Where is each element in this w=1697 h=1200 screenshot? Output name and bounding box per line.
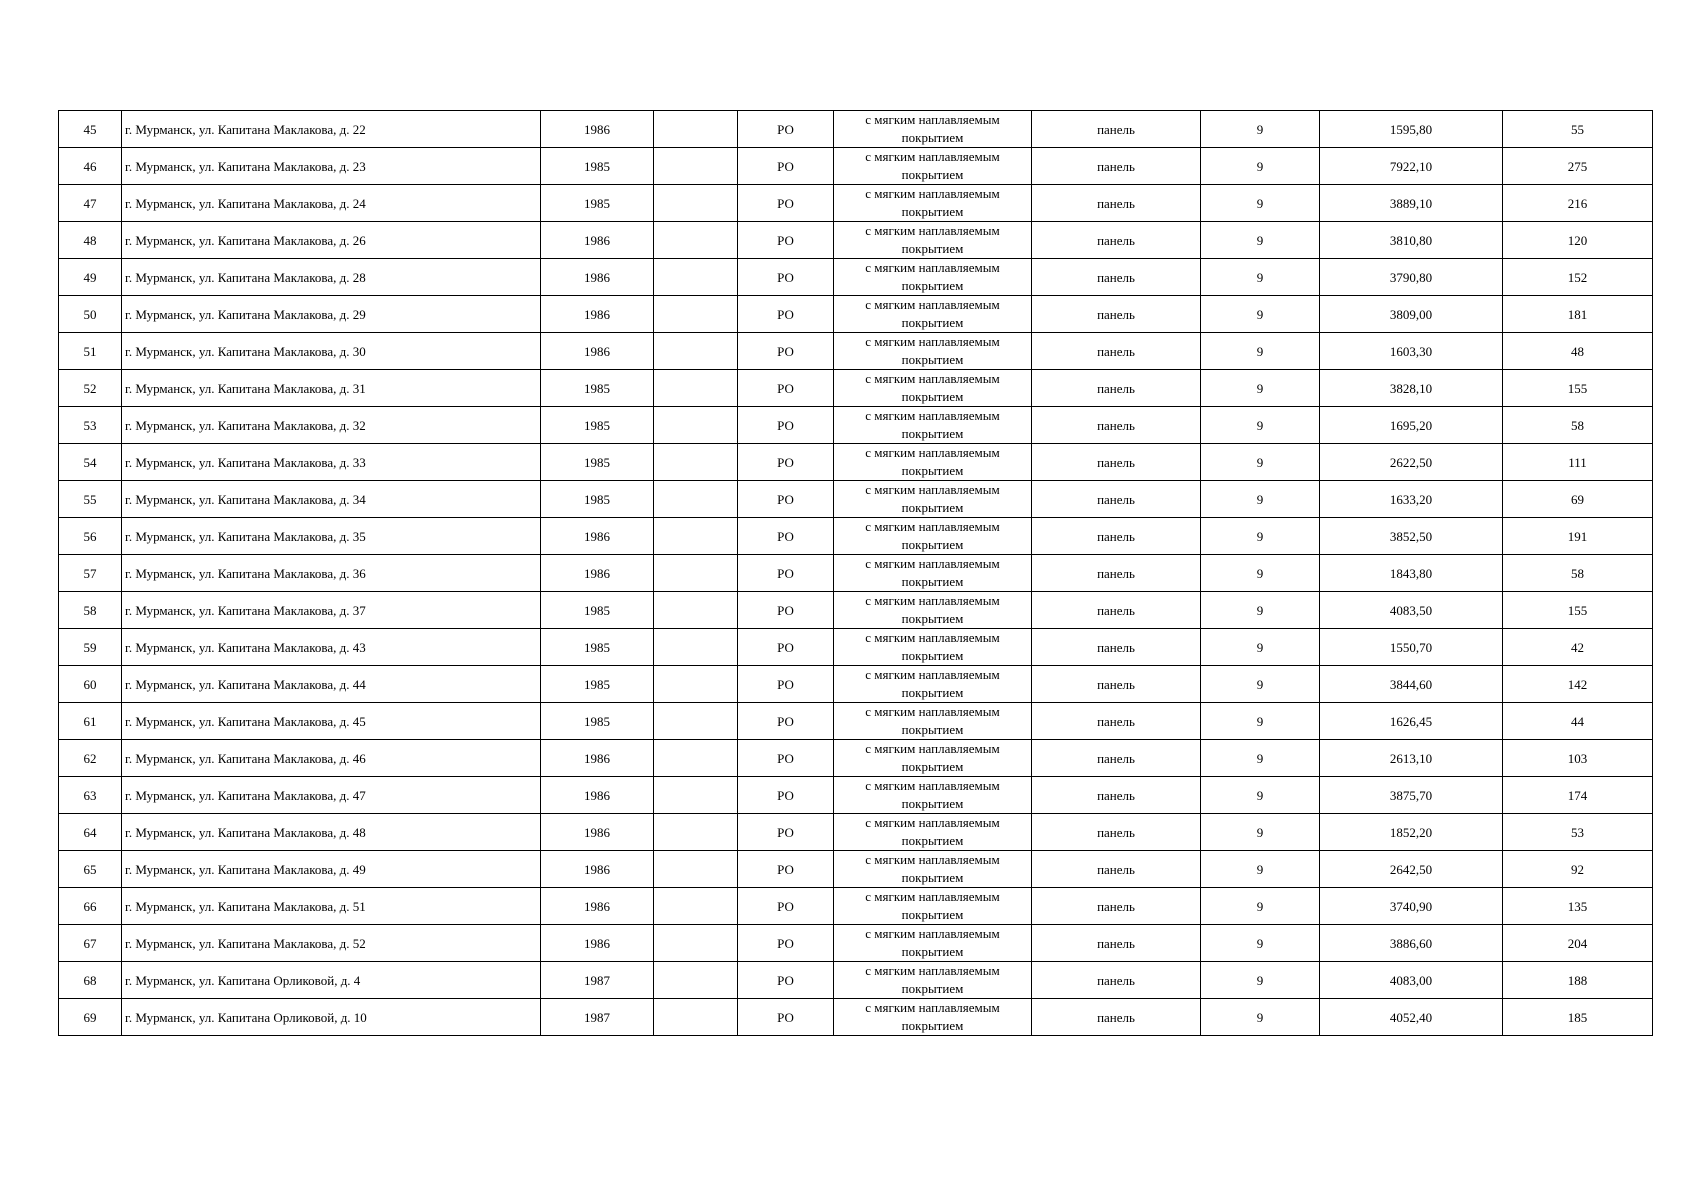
cell-apartments: 53 (1503, 814, 1653, 851)
table-row (59, 111, 1653, 148)
cell-empty (654, 814, 738, 851)
cell-apartments: 111 (1503, 444, 1653, 481)
cell-empty (654, 407, 738, 444)
cell-area: 2613,10 (1320, 740, 1503, 777)
cell-apartments: 142 (1503, 666, 1653, 703)
cell-row-number: 45 (59, 111, 122, 148)
cell-floors: 9 (1201, 259, 1320, 296)
cell-year-built: 1985 (541, 592, 654, 629)
cell-address: г. Мурманск, ул. Капитана Маклакова, д. 29 (122, 296, 541, 333)
cell-type: РО (738, 148, 834, 185)
table-row (59, 555, 1653, 592)
table-row (59, 888, 1653, 925)
cell-address: г. Мурманск, ул. Капитана Орликовой, д. 10 (122, 999, 541, 1036)
cell-type: РО (738, 962, 834, 999)
cell-roof-type: с мягким наплавляемым покрытием (834, 851, 1032, 888)
cell-floors: 9 (1201, 481, 1320, 518)
cell-area: 1852,20 (1320, 814, 1503, 851)
cell-row-number: 54 (59, 444, 122, 481)
cell-apartments: 42 (1503, 629, 1653, 666)
table-row (59, 703, 1653, 740)
cell-roof-type: с мягким наплавляемым покрытием (834, 740, 1032, 777)
cell-floors: 9 (1201, 814, 1320, 851)
cell-floors: 9 (1201, 148, 1320, 185)
cell-type: РО (738, 777, 834, 814)
cell-row-number: 62 (59, 740, 122, 777)
cell-area: 4083,00 (1320, 962, 1503, 999)
cell-floors: 9 (1201, 370, 1320, 407)
cell-wall-material: панель (1032, 629, 1201, 666)
cell-empty (654, 444, 738, 481)
cell-year-built: 1987 (541, 999, 654, 1036)
cell-address: г. Мурманск, ул. Капитана Маклакова, д. 52 (122, 925, 541, 962)
cell-empty (654, 851, 738, 888)
cell-area: 3844,60 (1320, 666, 1503, 703)
cell-row-number: 51 (59, 333, 122, 370)
cell-address: г. Мурманск, ул. Капитана Маклакова, д. 37 (122, 592, 541, 629)
cell-year-built: 1985 (541, 703, 654, 740)
cell-empty (654, 370, 738, 407)
cell-empty (654, 222, 738, 259)
table-row (59, 962, 1653, 999)
cell-wall-material: панель (1032, 962, 1201, 999)
table-row (59, 296, 1653, 333)
cell-address: г. Мурманск, ул. Капитана Маклакова, д. 24 (122, 185, 541, 222)
cell-year-built: 1986 (541, 222, 654, 259)
cell-floors: 9 (1201, 296, 1320, 333)
cell-area: 1603,30 (1320, 333, 1503, 370)
table-row (59, 481, 1653, 518)
cell-empty (654, 925, 738, 962)
cell-roof-type: с мягким наплавляемым покрытием (834, 888, 1032, 925)
cell-roof-type: с мягким наплавляемым покрытием (834, 999, 1032, 1036)
cell-floors: 9 (1201, 407, 1320, 444)
cell-address: г. Мурманск, ул. Капитана Орликовой, д. 4 (122, 962, 541, 999)
cell-floors: 9 (1201, 555, 1320, 592)
cell-empty (654, 666, 738, 703)
table-row (59, 370, 1653, 407)
cell-apartments: 55 (1503, 111, 1653, 148)
table-row (59, 592, 1653, 629)
table-row (59, 333, 1653, 370)
cell-apartments: 216 (1503, 185, 1653, 222)
cell-apartments: 181 (1503, 296, 1653, 333)
cell-type: РО (738, 814, 834, 851)
cell-area: 4083,50 (1320, 592, 1503, 629)
cell-empty (654, 185, 738, 222)
cell-apartments: 58 (1503, 555, 1653, 592)
cell-empty (654, 148, 738, 185)
cell-roof-type: с мягким наплавляемым покрытием (834, 666, 1032, 703)
cell-wall-material: панель (1032, 592, 1201, 629)
cell-type: РО (738, 444, 834, 481)
cell-type: РО (738, 518, 834, 555)
cell-row-number: 58 (59, 592, 122, 629)
cell-year-built: 1986 (541, 851, 654, 888)
cell-type: РО (738, 222, 834, 259)
cell-wall-material: панель (1032, 925, 1201, 962)
cell-year-built: 1985 (541, 370, 654, 407)
cell-area: 3790,80 (1320, 259, 1503, 296)
cell-year-built: 1986 (541, 888, 654, 925)
table-row (59, 222, 1653, 259)
cell-type: РО (738, 740, 834, 777)
cell-address: г. Мурманск, ул. Капитана Маклакова, д. 49 (122, 851, 541, 888)
cell-type: РО (738, 555, 834, 592)
table-row (59, 629, 1653, 666)
cell-roof-type: с мягким наплавляемым покрытием (834, 185, 1032, 222)
cell-roof-type: с мягким наплавляемым покрытием (834, 592, 1032, 629)
cell-empty (654, 888, 738, 925)
cell-empty (654, 481, 738, 518)
cell-wall-material: панель (1032, 481, 1201, 518)
cell-row-number: 61 (59, 703, 122, 740)
cell-wall-material: панель (1032, 296, 1201, 333)
cell-type: РО (738, 481, 834, 518)
cell-type: РО (738, 999, 834, 1036)
cell-row-number: 56 (59, 518, 122, 555)
cell-floors: 9 (1201, 666, 1320, 703)
cell-floors: 9 (1201, 962, 1320, 999)
cell-address: г. Мурманск, ул. Капитана Маклакова, д. 45 (122, 703, 541, 740)
cell-row-number: 49 (59, 259, 122, 296)
cell-area: 2642,50 (1320, 851, 1503, 888)
cell-roof-type: с мягким наплавляемым покрытием (834, 444, 1032, 481)
cell-floors: 9 (1201, 777, 1320, 814)
cell-type: РО (738, 333, 834, 370)
cell-type: РО (738, 185, 834, 222)
cell-apartments: 103 (1503, 740, 1653, 777)
cell-area: 3875,70 (1320, 777, 1503, 814)
cell-row-number: 50 (59, 296, 122, 333)
cell-empty (654, 111, 738, 148)
cell-wall-material: панель (1032, 777, 1201, 814)
cell-floors: 9 (1201, 925, 1320, 962)
cell-year-built: 1986 (541, 814, 654, 851)
cell-empty (654, 962, 738, 999)
cell-wall-material: панель (1032, 259, 1201, 296)
cell-type: РО (738, 592, 834, 629)
cell-year-built: 1986 (541, 111, 654, 148)
cell-type: РО (738, 925, 834, 962)
cell-apartments: 155 (1503, 370, 1653, 407)
cell-floors: 9 (1201, 518, 1320, 555)
cell-wall-material: панель (1032, 333, 1201, 370)
cell-empty (654, 703, 738, 740)
cell-roof-type: с мягким наплавляемым покрытием (834, 481, 1032, 518)
cell-address: г. Мурманск, ул. Капитана Маклакова, д. 28 (122, 259, 541, 296)
cell-wall-material: панель (1032, 740, 1201, 777)
cell-roof-type: с мягким наплавляемым покрытием (834, 777, 1032, 814)
cell-wall-material: панель (1032, 185, 1201, 222)
cell-row-number: 57 (59, 555, 122, 592)
cell-type: РО (738, 851, 834, 888)
cell-wall-material: панель (1032, 888, 1201, 925)
cell-apartments: 135 (1503, 888, 1653, 925)
cell-year-built: 1986 (541, 777, 654, 814)
table-row (59, 185, 1653, 222)
cell-year-built: 1985 (541, 666, 654, 703)
cell-empty (654, 333, 738, 370)
table-row (59, 666, 1653, 703)
cell-floors: 9 (1201, 185, 1320, 222)
cell-row-number: 46 (59, 148, 122, 185)
table-row (59, 777, 1653, 814)
cell-address: г. Мурманск, ул. Капитана Маклакова, д. 35 (122, 518, 541, 555)
cell-area: 3886,60 (1320, 925, 1503, 962)
cell-wall-material: панель (1032, 851, 1201, 888)
cell-wall-material: панель (1032, 555, 1201, 592)
cell-roof-type: с мягким наплавляемым покрытием (834, 814, 1032, 851)
cell-roof-type: с мягким наплавляемым покрытием (834, 703, 1032, 740)
cell-wall-material: панель (1032, 518, 1201, 555)
cell-type: РО (738, 407, 834, 444)
cell-type: РО (738, 703, 834, 740)
cell-empty (654, 518, 738, 555)
cell-row-number: 67 (59, 925, 122, 962)
cell-address: г. Мурманск, ул. Капитана Маклакова, д. 23 (122, 148, 541, 185)
cell-apartments: 48 (1503, 333, 1653, 370)
cell-floors: 9 (1201, 629, 1320, 666)
cell-apartments: 188 (1503, 962, 1653, 999)
table-row (59, 851, 1653, 888)
cell-floors: 9 (1201, 444, 1320, 481)
cell-area: 2622,50 (1320, 444, 1503, 481)
cell-type: РО (738, 629, 834, 666)
cell-year-built: 1986 (541, 740, 654, 777)
cell-empty (654, 999, 738, 1036)
cell-address: г. Мурманск, ул. Капитана Маклакова, д. 26 (122, 222, 541, 259)
table-row (59, 814, 1653, 851)
cell-wall-material: панель (1032, 370, 1201, 407)
cell-apartments: 275 (1503, 148, 1653, 185)
table-row (59, 518, 1653, 555)
cell-row-number: 66 (59, 888, 122, 925)
cell-area: 3889,10 (1320, 185, 1503, 222)
cell-address: г. Мурманск, ул. Капитана Маклакова, д. 44 (122, 666, 541, 703)
cell-area: 1595,80 (1320, 111, 1503, 148)
cell-year-built: 1985 (541, 185, 654, 222)
cell-apartments: 185 (1503, 999, 1653, 1036)
cell-type: РО (738, 888, 834, 925)
cell-roof-type: с мягким наплавляемым покрытием (834, 259, 1032, 296)
cell-wall-material: панель (1032, 999, 1201, 1036)
cell-row-number: 53 (59, 407, 122, 444)
cell-roof-type: с мягким наплавляемым покрытием (834, 925, 1032, 962)
cell-address: г. Мурманск, ул. Капитана Маклакова, д. 47 (122, 777, 541, 814)
table-row (59, 999, 1653, 1036)
cell-year-built: 1985 (541, 407, 654, 444)
cell-area: 3828,10 (1320, 370, 1503, 407)
cell-year-built: 1987 (541, 962, 654, 999)
cell-roof-type: с мягким наплавляемым покрытием (834, 222, 1032, 259)
cell-row-number: 48 (59, 222, 122, 259)
cell-empty (654, 555, 738, 592)
cell-empty (654, 592, 738, 629)
cell-address: г. Мурманск, ул. Капитана Маклакова, д. 51 (122, 888, 541, 925)
cell-roof-type: с мягким наплавляемым покрытием (834, 629, 1032, 666)
cell-roof-type: с мягким наплавляемым покрытием (834, 296, 1032, 333)
cell-address: г. Мурманск, ул. Капитана Маклакова, д. 32 (122, 407, 541, 444)
cell-address: г. Мурманск, ул. Капитана Маклакова, д. 48 (122, 814, 541, 851)
cell-floors: 9 (1201, 222, 1320, 259)
cell-area: 1633,20 (1320, 481, 1503, 518)
cell-floors: 9 (1201, 592, 1320, 629)
cell-year-built: 1986 (541, 555, 654, 592)
cell-wall-material: панель (1032, 407, 1201, 444)
cell-apartments: 204 (1503, 925, 1653, 962)
cell-area: 3852,50 (1320, 518, 1503, 555)
cell-wall-material: панель (1032, 222, 1201, 259)
cell-year-built: 1986 (541, 259, 654, 296)
cell-address: г. Мурманск, ул. Капитана Маклакова, д. 43 (122, 629, 541, 666)
cell-empty (654, 259, 738, 296)
cell-roof-type: с мягким наплавляемым покрытием (834, 518, 1032, 555)
cell-type: РО (738, 259, 834, 296)
cell-row-number: 69 (59, 999, 122, 1036)
cell-area: 1626,45 (1320, 703, 1503, 740)
cell-area: 7922,10 (1320, 148, 1503, 185)
cell-area: 3809,00 (1320, 296, 1503, 333)
cell-address: г. Мурманск, ул. Капитана Маклакова, д. 22 (122, 111, 541, 148)
cell-wall-material: панель (1032, 703, 1201, 740)
cell-row-number: 63 (59, 777, 122, 814)
cell-apartments: 120 (1503, 222, 1653, 259)
cell-roof-type: с мягким наплавляемым покрытием (834, 962, 1032, 999)
cell-type: РО (738, 296, 834, 333)
cell-address: г. Мурманск, ул. Капитана Маклакова, д. 36 (122, 555, 541, 592)
cell-floors: 9 (1201, 333, 1320, 370)
cell-apartments: 191 (1503, 518, 1653, 555)
cell-wall-material: панель (1032, 111, 1201, 148)
cell-year-built: 1985 (541, 444, 654, 481)
cell-row-number: 47 (59, 185, 122, 222)
table-row (59, 407, 1653, 444)
cell-year-built: 1986 (541, 925, 654, 962)
cell-address: г. Мурманск, ул. Капитана Маклакова, д. 31 (122, 370, 541, 407)
cell-address: г. Мурманск, ул. Капитана Маклакова, д. 30 (122, 333, 541, 370)
cell-year-built: 1985 (541, 629, 654, 666)
cell-roof-type: с мягким наплавляемым покрытием (834, 555, 1032, 592)
cell-empty (654, 777, 738, 814)
cell-empty (654, 740, 738, 777)
cell-empty (654, 629, 738, 666)
cell-floors: 9 (1201, 851, 1320, 888)
cell-floors: 9 (1201, 999, 1320, 1036)
cell-area: 3810,80 (1320, 222, 1503, 259)
cell-wall-material: панель (1032, 814, 1201, 851)
cell-apartments: 69 (1503, 481, 1653, 518)
cell-apartments: 152 (1503, 259, 1653, 296)
cell-row-number: 65 (59, 851, 122, 888)
table-row (59, 740, 1653, 777)
table-row (59, 925, 1653, 962)
cell-apartments: 92 (1503, 851, 1653, 888)
cell-row-number: 64 (59, 814, 122, 851)
cell-apartments: 174 (1503, 777, 1653, 814)
cell-type: РО (738, 111, 834, 148)
cell-area: 1843,80 (1320, 555, 1503, 592)
cell-roof-type: с мягким наплавляемым покрытием (834, 111, 1032, 148)
cell-year-built: 1986 (541, 296, 654, 333)
housing-registry-table (58, 110, 1653, 1036)
cell-empty (654, 296, 738, 333)
cell-year-built: 1985 (541, 148, 654, 185)
cell-wall-material: панель (1032, 666, 1201, 703)
cell-floors: 9 (1201, 111, 1320, 148)
cell-apartments: 58 (1503, 407, 1653, 444)
cell-floors: 9 (1201, 703, 1320, 740)
cell-year-built: 1986 (541, 518, 654, 555)
cell-area: 1550,70 (1320, 629, 1503, 666)
table-row (59, 148, 1653, 185)
cell-row-number: 52 (59, 370, 122, 407)
cell-address: г. Мурманск, ул. Капитана Маклакова, д. 34 (122, 481, 541, 518)
cell-wall-material: панель (1032, 148, 1201, 185)
cell-year-built: 1985 (541, 481, 654, 518)
cell-row-number: 55 (59, 481, 122, 518)
cell-row-number: 59 (59, 629, 122, 666)
cell-floors: 9 (1201, 740, 1320, 777)
cell-apartments: 44 (1503, 703, 1653, 740)
table-row (59, 259, 1653, 296)
cell-roof-type: с мягким наплавляемым покрытием (834, 370, 1032, 407)
cell-floors: 9 (1201, 888, 1320, 925)
table-row (59, 444, 1653, 481)
cell-row-number: 60 (59, 666, 122, 703)
cell-area: 4052,40 (1320, 999, 1503, 1036)
cell-area: 1695,20 (1320, 407, 1503, 444)
cell-roof-type: с мягким наплавляемым покрытием (834, 333, 1032, 370)
cell-roof-type: с мягким наплавляемым покрытием (834, 148, 1032, 185)
cell-wall-material: панель (1032, 444, 1201, 481)
cell-year-built: 1986 (541, 333, 654, 370)
cell-type: РО (738, 370, 834, 407)
cell-row-number: 68 (59, 962, 122, 999)
table-body (59, 111, 1653, 1036)
cell-address: г. Мурманск, ул. Капитана Маклакова, д. 33 (122, 444, 541, 481)
cell-roof-type: с мягким наплавляемым покрытием (834, 407, 1032, 444)
cell-area: 3740,90 (1320, 888, 1503, 925)
cell-apartments: 155 (1503, 592, 1653, 629)
cell-address: г. Мурманск, ул. Капитана Маклакова, д. 46 (122, 740, 541, 777)
cell-type: РО (738, 666, 834, 703)
